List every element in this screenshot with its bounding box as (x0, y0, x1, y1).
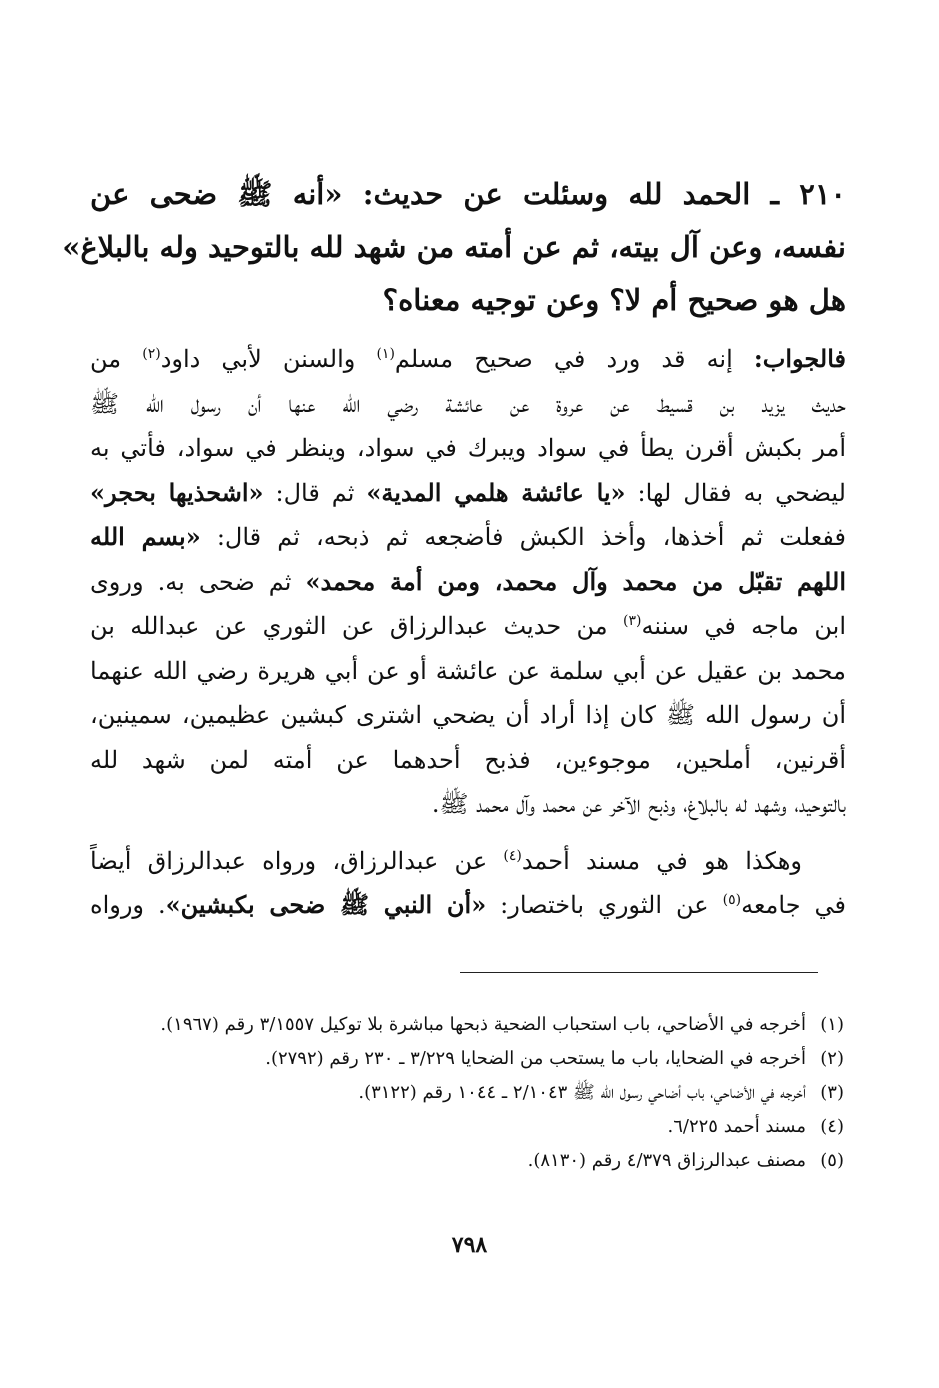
footnote-number: (٣) (820, 1082, 844, 1103)
footnote (92, 1144, 844, 1178)
question-line: هل هو صحيح أم لا؟ وعن توجيه معناه؟ (382, 283, 846, 317)
main-text (62, 168, 847, 928)
footnote-ref: (٢) (142, 346, 161, 362)
text-run: عن الثوري باختصار: (486, 891, 723, 919)
text-run: إنه قد ورد في صحيح مسلم (394, 345, 754, 373)
quoted-hadith: «يا عائشة هلمي المدية» (366, 477, 626, 507)
text-run: ابن ماجه في سننه (641, 612, 847, 640)
text-run: ثم ضحى به. وروى (90, 567, 306, 596)
answer-line: حديث يزيد بن قسيط عن عروة عن عائشة رضي الله عنها أن رسول الله ﷺ (90, 389, 846, 418)
quoted-hadith: «بسم الله (90, 522, 201, 551)
footnote-ref: (٣) (623, 613, 642, 629)
answer-line (90, 560, 846, 605)
footnote-text: أخرجه في الأضاحي، باب أضاحي رسول الله ﷺ ٢/١٠٤٣ ـ ١٠٤٤ رقم (٣١٢٢). (358, 1082, 806, 1103)
quoted-hadith: اللهم تقبّل من محمد وآل محمد، ومن أمة محمد» (305, 566, 846, 596)
footnote-number: (١) (820, 1014, 844, 1035)
answer-line: أمر بكبش أقرن يطأ في سواد ويبرك في سواد، وينظر في سواد، فأتي به (90, 434, 846, 462)
text-run: في جامعه (741, 891, 846, 919)
text-run: ليضحي به فقال لها: (625, 478, 846, 507)
footnote-ref: (٤) (503, 847, 522, 864)
answer-line (90, 471, 846, 516)
answer-line: محمد بن عقيل عن أبي سلمة عن عائشة أو عن أبي هريرة رضي الله عنهما (90, 656, 846, 685)
text-run: . ورواه (90, 891, 166, 919)
text-run: من (90, 345, 143, 373)
paragraph-line (90, 839, 846, 884)
footnote (92, 1076, 844, 1110)
footnote-separator (460, 972, 818, 973)
footnotes (92, 1008, 844, 1178)
footnote-number: (٥) (820, 1150, 844, 1171)
answer-line (90, 337, 846, 382)
footnote-text: أخرجه في الضحايا، باب ما يستحب من الضحايا ٣/٢٢٩ ـ ٢٣٠ رقم (٢٧٩٢). (265, 1048, 806, 1069)
text-run: ثم قال: (263, 478, 367, 507)
answer-line: أن رسول الله ﷺ كان إذا أراد أن يضحي اشترى كبشين عظيمين، سمينين، (90, 701, 846, 729)
page-number: ٧٩٨ (451, 1232, 488, 1258)
question-line: ٢١٠ ـ الحمد لله وسئلت عن حديث: «أنه ﷺ ضحى عن (90, 177, 846, 211)
text-run: والسنن لأبي داود (160, 345, 377, 373)
answer-line: أقرنين، أملحين، موجوءين، فذبح أحدهما عن أمته لمن شهد لله (90, 745, 846, 774)
footnote-number: (٢) (820, 1048, 844, 1069)
text-run: وهكذا هو في مسند أحمد (521, 846, 802, 875)
text-run: من حديث عبدالرزاق عن الثوري عن عبدالله بن (90, 612, 624, 640)
paragraph-line (90, 883, 846, 928)
answer-line (90, 604, 846, 649)
footnote (92, 1042, 844, 1076)
footnote (92, 1008, 844, 1042)
question-heading (62, 168, 846, 327)
footnote-text: مسند أحمد ٦/٢٢٥. (667, 1116, 806, 1137)
second-paragraph (90, 839, 846, 928)
footnote-text: أخرجه في الأضاحي، باب استحباب الضحية ذبحها مباشرة بلا توكيل ٣/١٥٥٧ رقم (١٩٦٧). (160, 1014, 806, 1035)
footnote-text: مصنف عبدالرزاق ٤/٣٧٩ رقم (٨١٣٠). (527, 1150, 806, 1171)
footnote-ref: (١) (376, 346, 395, 362)
text-run: ففعلت ثم أخذها، وأخذ الكبش فأضجعه ثم ذبحه، ثم قال: (200, 523, 846, 551)
quoted-hadith: «اشحذيها بحجر» (90, 477, 264, 507)
answer-label: فالجواب: (753, 344, 846, 373)
answer-paragraph (90, 337, 846, 827)
text-run: عن عبدالرزاق، ورواه عبدالرزاق أيضاً (90, 846, 504, 875)
answer-line (90, 515, 846, 560)
answer-line: بالتوحيد، وشهد له بالبلاغ، وذبح الآخر عن محمد وآل محمد ﷺ. (431, 790, 846, 818)
footnote-number: (٤) (820, 1116, 844, 1137)
question-line: نفسه، وعن آل بيته، ثم عن أمته من شهد لله بالتوحيد وله بالبلاغ» (62, 230, 846, 264)
quoted-hadith: «أن النبي ﷺ ضحى بكبشين» (165, 890, 487, 919)
footnote (92, 1110, 844, 1144)
footnote-ref: (٥) (722, 892, 742, 908)
